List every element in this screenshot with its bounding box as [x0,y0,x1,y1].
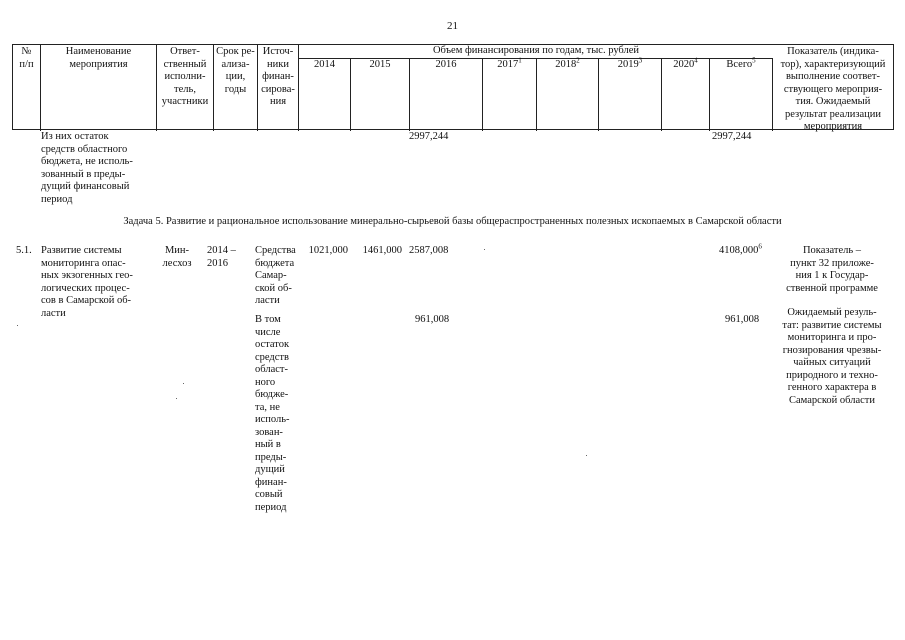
row-5-1-source: Средства бюджета Самар- ской об- ласти [255,245,296,306]
task-5-heading: Задача 5. Развитие и рациональное использование минерально-сырьевой базы общераспространенных полезных ископаемых в Самарской области [123,216,782,227]
row-5-1-sub-source: В том числе остаток средств област- ного бюдже- та, не исполь- зован- ный в преды- дущий финан- совый период [255,314,290,513]
year-header-2016: 2016 [410,58,483,131]
scan-speck [586,455,587,456]
col-term-header: Срок ре- ализа- ции, годы [214,45,258,131]
residual-row-total: 2997,244 [712,131,752,142]
col-sources-header: Источ- ники финан- сирова- ния [258,45,299,131]
row-5-1-term: 2014 – 2016 [207,245,236,269]
table-header [12,44,894,130]
row-5-1-2015: 1461,000 [362,245,402,256]
row-5-1-name: Развитие системы мониторинга опас- ных экзогенных гео- логических процес- сов в Самарской об- ласти [41,245,133,319]
scan-speck [183,383,184,384]
year-header-2017: 2017$^1$ [483,58,537,131]
row-5-1-2014: 1021,000 [308,245,348,256]
page-number: 21 [447,20,458,32]
row-5-1-num: 5.1. [16,245,32,256]
residual-row-2016: 2997,244 [409,131,449,142]
scan-speck [17,325,18,326]
row-5-1-total: 4108,000$^6$ [719,242,762,256]
scan-speck [176,398,177,399]
year-header-total: Всего$^5$ [710,58,773,131]
row-5-1-indicator: Показатель – пункт 32 приложе- ния 1 к Государ- ственной программе [786,245,878,294]
col-indicator-header: Показатель (индика- тор), характеризующий выполнение соответ- ствующего мероприя- тия. Ожидаемый результат реализации мероприятия [780,46,886,132]
residual-row-name: Из них остаток средств областного бюджета, не исполь- зованный в преды- дущий финансовый период [41,131,133,205]
row-5-1-sub-2016: 961,008 [415,314,450,325]
row-5-1-2016: 2587,008 [409,245,449,256]
col-name-header: Наименование мероприятия [41,45,157,131]
year-header-2019: 2019$^3$ [599,58,662,131]
row-5-1-responsible: Мин- лесхоз [162,245,192,269]
col-num-header: № п/п [13,45,41,131]
row-5-1-expected-result: Ожидаемый резуль- тат: развитие системы мониторинга и про- гнозирования чрезвы- чайных ситуаций природного и техно- генного характера в Самарской области [782,307,882,406]
financing-title: Объем финансирования по годам, тыс. рублей [299,45,773,59]
year-header-2015: 2015 [351,58,410,131]
year-header-2018: 2018$^2$ [537,58,599,131]
row-5-1-sub-total: 961,008 [725,314,760,325]
scan-speck [484,249,485,250]
year-header-2014: 2014 [299,58,351,131]
col-responsible-header: Ответ- ственный исполни- тель, участники [157,45,214,131]
year-header-2020: 2020$^4$ [662,58,710,131]
